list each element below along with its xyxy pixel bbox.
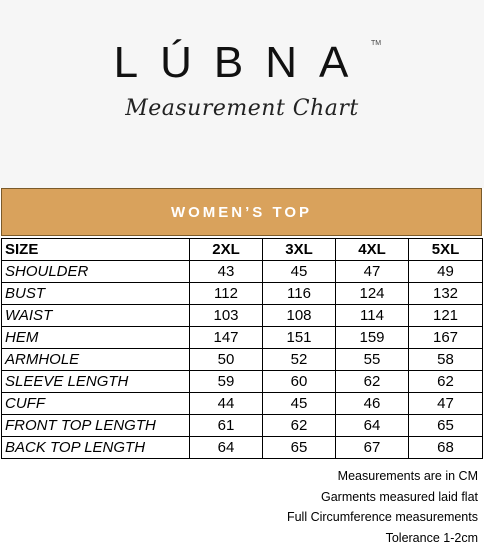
cell-value: 43 — [190, 261, 263, 283]
cell-value: 46 — [336, 393, 409, 415]
cell-value: 124 — [336, 283, 409, 305]
cell-value: 58 — [409, 349, 483, 371]
note-line: Measurements are in CM — [287, 466, 478, 487]
cell-value: 62 — [263, 415, 336, 437]
note-line: Full Circumference measurements — [287, 507, 478, 528]
cell-value: 52 — [263, 349, 336, 371]
table-row — [2, 371, 483, 393]
cell-value: 47 — [409, 393, 483, 415]
cell-value: 62 — [336, 371, 409, 393]
column-header-size: SIZE — [2, 239, 190, 261]
cell-value: 60 — [263, 371, 336, 393]
cell-value: 65 — [409, 415, 483, 437]
cell-value: 61 — [190, 415, 263, 437]
row-label: HEM — [2, 327, 190, 349]
table-row — [2, 349, 483, 371]
row-label: CUFF — [2, 393, 190, 415]
cell-value: 49 — [409, 261, 483, 283]
cell-value: 64 — [336, 415, 409, 437]
note-line: Garments measured laid flat — [287, 487, 478, 508]
row-label: BUST — [2, 283, 190, 305]
cell-value: 108 — [263, 305, 336, 327]
cell-value: 62 — [409, 371, 483, 393]
table-row — [2, 415, 483, 437]
measurement-notes — [287, 466, 478, 548]
cell-value: 50 — [190, 349, 263, 371]
cell-value: 159 — [336, 327, 409, 349]
trademark-mark: TM — [371, 40, 381, 47]
row-label: SLEEVE LENGTH — [2, 371, 190, 393]
section-title: WOMEN’S TOP — [171, 204, 312, 221]
cell-value: 64 — [190, 437, 263, 459]
measurement-table — [1, 238, 483, 459]
cell-value: 67 — [336, 437, 409, 459]
brand-header — [0, 0, 484, 188]
cell-value: 132 — [409, 283, 483, 305]
cell-value: 112 — [190, 283, 263, 305]
column-header: 2XL — [190, 239, 263, 261]
table-row — [2, 327, 483, 349]
cell-value: 55 — [336, 349, 409, 371]
cell-value: 44 — [190, 393, 263, 415]
row-label: BACK TOP LENGTH — [2, 437, 190, 459]
column-header: 5XL — [409, 239, 483, 261]
row-label: WAIST — [2, 305, 190, 327]
cell-value: 147 — [190, 327, 263, 349]
cell-value: 116 — [263, 283, 336, 305]
cell-value: 121 — [409, 305, 483, 327]
cell-value: 65 — [263, 437, 336, 459]
note-line: Tolerance 1-2cm — [287, 528, 478, 548]
cell-value: 68 — [409, 437, 483, 459]
column-header: 4XL — [336, 239, 409, 261]
row-label: SHOULDER — [2, 261, 190, 283]
cell-value: 47 — [336, 261, 409, 283]
column-header: 3XL — [263, 239, 336, 261]
table-row — [2, 437, 483, 459]
section-banner — [1, 188, 482, 236]
table-header-row — [2, 239, 483, 261]
row-label: ARMHOLE — [2, 349, 190, 371]
cell-value: 45 — [263, 393, 336, 415]
row-label: FRONT TOP LENGTH — [2, 415, 190, 437]
table-row — [2, 305, 483, 327]
table-row — [2, 261, 483, 283]
table-row — [2, 393, 483, 415]
brand-logo: LÚBNA — [0, 38, 484, 88]
table-row — [2, 283, 483, 305]
cell-value: 103 — [190, 305, 263, 327]
cell-value: 59 — [190, 371, 263, 393]
cell-value: 167 — [409, 327, 483, 349]
cell-value: 151 — [263, 327, 336, 349]
cell-value: 114 — [336, 305, 409, 327]
page-subtitle: Measurement Chart — [0, 96, 484, 121]
cell-value: 45 — [263, 261, 336, 283]
